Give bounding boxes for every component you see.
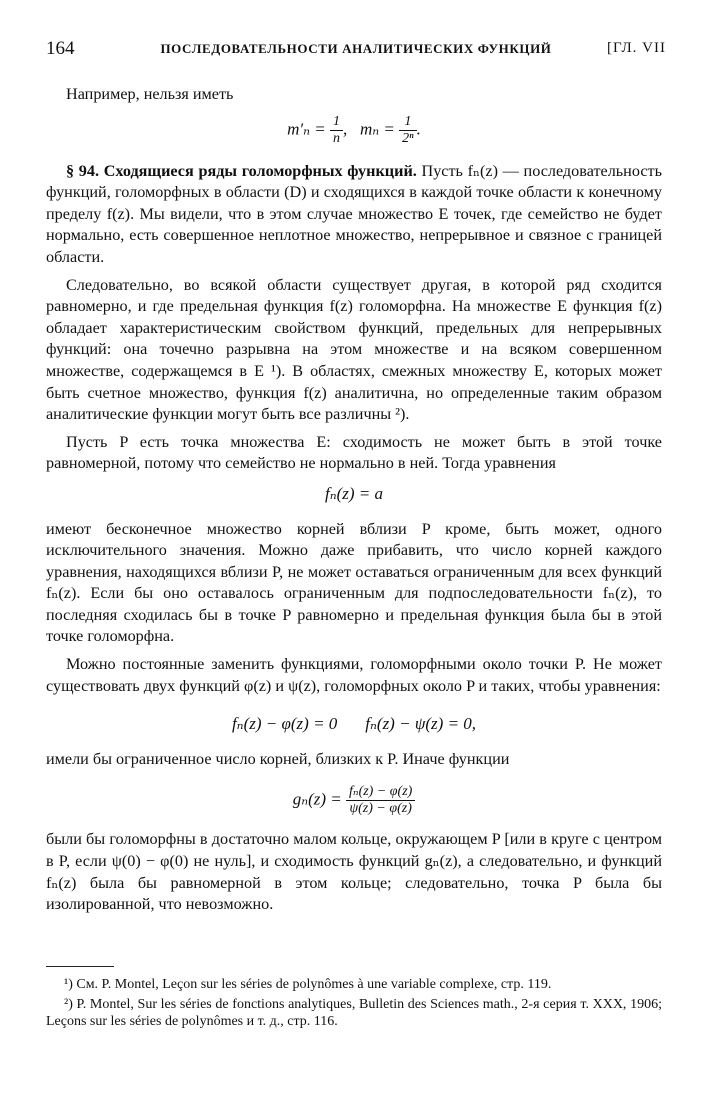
equation-pair <box>46 713 662 735</box>
paragraph-3: Пусть P есть точка множества E: сходимость не может быть в этой точке равномерной, потому что семейство не нормально в ней. Тогда уравнения <box>46 432 662 473</box>
eq1-fraction-2: $\frac{1}{\text{2ⁿ}}$ <box>399 114 416 147</box>
equation-fn-equals-a: fₙ(z) = a <box>324 483 384 503</box>
footnote-rule <box>46 966 114 967</box>
page-body <box>46 84 662 916</box>
paragraph-4: имеют бесконечное множество корней вблизи P кроме, быть может, одного исключительного значения. Можно даже прибавить, что число корней каждого уравнения, находящихся вблизи P, не может оставаться ограниченным для всех функций fₙ(z). Если бы оно оставалось ограниченным для подпоследовательности fₙ(z), то последняя сходилась бы в точке P равномерно и предельная функция была бы в этой точке голоморфна. <box>46 519 662 646</box>
eq4-left: gₙ(z) = <box>292 789 346 809</box>
paragraph-5: Можно постоянные заменить функциями, голоморфными около точки P. Не может существовать двух функций φ(z) и ψ(z), голоморфных около P и таких, чтобы уравнения: <box>46 655 662 695</box>
example-intro: Например, нельзя иметь <box>66 85 234 103</box>
footnote-1: ¹) См. P. Montel, Leçon sur les séries de polynômes à une variable complexe, стр. 119. <box>64 977 552 992</box>
footnote-2: ²) P. Montel, Sur les séries de fonctions analytiques, Bulletin des Sciences math., 2-я серия т. XXX, 1906; Leçons sur les séries de polynômes и т. д., стр. 116. <box>46 997 662 1029</box>
equation-phi: fₙ(z) − φ(z) = 0 <box>231 714 338 734</box>
footnotes <box>46 976 662 1030</box>
equation-gn <box>46 784 662 817</box>
section-94-paragraph <box>46 161 662 269</box>
eq1-left: m′ₙ = <box>287 119 331 138</box>
page-number: 164 <box>46 38 75 59</box>
equation-psi: fₙ(z) − ψ(z) = 0, <box>365 714 477 734</box>
paragraph-7: были бы голоморфны в достаточно малом кольце, окружающем P [или в круге с центром в P, если ψ(0) − φ(0) не нуль], и сходимость функций gₙ(z), а следовательно, и функций fₙ(z) была бы равномерной в этом кольце; следовательно, точка P была бы изолированной, что невозможно. <box>46 830 662 914</box>
paragraph-6: имели бы ограниченное число корней, близких к P. Иначе функции <box>46 749 510 768</box>
paragraph-2: Следовательно, во всякой области существует другая, в которой ряд сходится равномерно, и где предельная функция f(z) голоморфна. На множестве E функция f(z) обладает характеристическим свойством функций, предельных для непрерывных функций: она точечно разрывна на этом множестве и на всяком совершенном множестве, содержащемся в E ¹). В областях, смежных множеству E, которых может быть счетное множество, функция f(z) аналитична, но определенные таким образом аналитические функции могут быть все различны ²). <box>46 275 662 424</box>
paragraph-1: Пусть fₙ(z) — последовательность функций, голоморфных в области (D) и сходящихся в каждой точке области к конечному пределу f(z). Мы видели, что в этом случае множество E точек, где семейство не будет нормально, есть совершенное неплотное множество, непрерывное и связное с границей области. <box>46 161 662 266</box>
eq1-fraction-1: $\frac{1}{n}$ <box>330 114 343 147</box>
section-heading: § 94. Сходящиеся ряды голоморфных функций. <box>66 161 417 180</box>
chapter-label: [ГЛ. VII <box>606 40 666 56</box>
running-title: ПОСЛЕДОВАТЕЛЬНОСТИ АНАЛИТИЧЕСКИХ ФУНКЦИЙ <box>160 41 552 56</box>
equation-example <box>46 114 662 147</box>
page-header <box>46 38 666 64</box>
eq1-end: . <box>416 119 421 138</box>
eq4-fraction: $\frac{\text{fₙ(z) − φ(z)}}{\psi(z) - \varphi(z)}$ <box>346 784 415 817</box>
eq1-middle: , mₙ = <box>343 119 400 138</box>
